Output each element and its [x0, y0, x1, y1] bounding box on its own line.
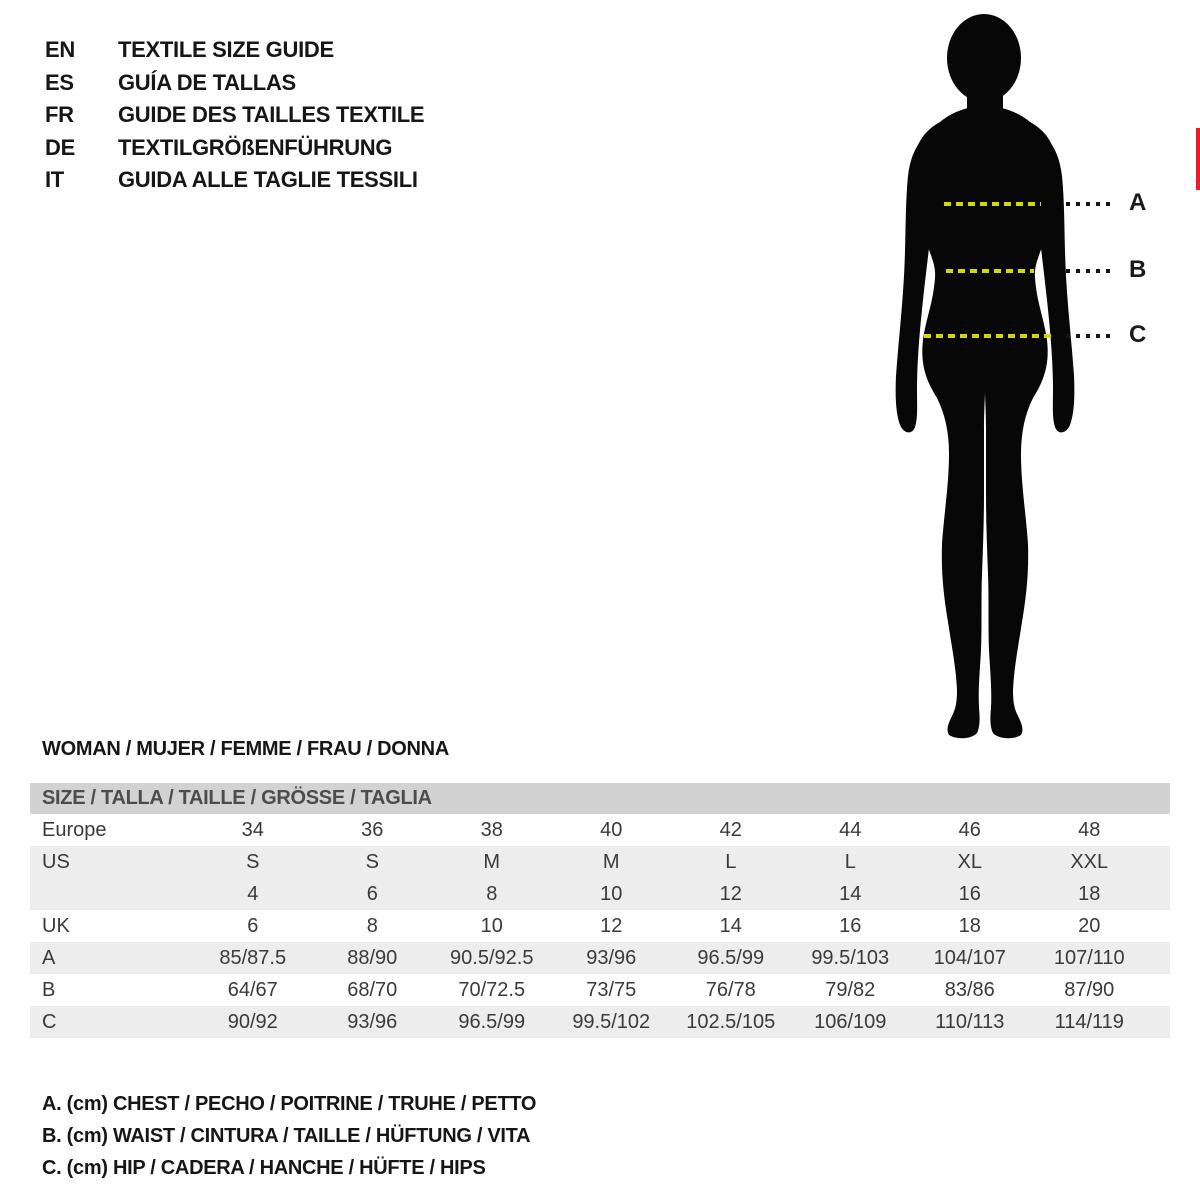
table-cell: 96.5/99 [458, 1010, 526, 1033]
section-title: WOMAN / MUJER / FEMME / FRAU / DONNA [42, 738, 449, 760]
table-cell: 12 [600, 914, 623, 937]
language-code: EN [45, 37, 75, 63]
table-cell: 90/92 [227, 1010, 278, 1033]
table-cell: 6 [366, 882, 378, 905]
table-cell: 90.5/92.5 [450, 946, 534, 969]
table-cell: 4 [247, 882, 259, 905]
size-figure [880, 8, 1200, 744]
red-edge-mark [1196, 128, 1200, 190]
table-cell: 106/109 [814, 1010, 887, 1033]
language-label: GUIDE DES TAILLES TEXTILE [118, 102, 425, 128]
language-row [45, 67, 424, 100]
language-code: FR [45, 102, 74, 128]
table-cell: 10 [600, 882, 623, 905]
table-cell: 12 [719, 882, 742, 905]
table-cell: 93/96 [586, 946, 637, 969]
table-row [30, 974, 1170, 1006]
row-label: B [42, 978, 56, 1001]
measure-dotted-connector [1066, 202, 1114, 206]
table-cell: 73/75 [586, 978, 637, 1001]
legend-line: A. (cm) CHEST / PECHO / POITRINE / TRUHE / PETTO [42, 1092, 537, 1115]
table-cell: 14 [719, 914, 742, 937]
table-cell: XXL [1070, 850, 1109, 873]
legend-line: C. (cm) HIP / CADERA / HANCHE / HÜFTE / HIPS [42, 1156, 486, 1179]
language-label: GUIDA ALLE TAGLIE TESSILI [118, 167, 418, 193]
table-cell: 99.5/103 [811, 946, 890, 969]
table-cell: 76/78 [705, 978, 756, 1001]
table-cell: 93/96 [347, 1010, 398, 1033]
table-cell: 102.5/105 [686, 1010, 776, 1033]
table-cell: 110/113 [935, 1010, 1005, 1033]
table-cell: L [844, 850, 856, 873]
language-label: TEXTILE SIZE GUIDE [118, 37, 334, 63]
table-cell: 68/70 [347, 978, 398, 1001]
language-code: IT [45, 167, 64, 193]
table-cell: 88/90 [347, 946, 398, 969]
table-cell: XL [957, 850, 982, 873]
table-cell: 46 [958, 818, 981, 841]
table-cell: 42 [719, 818, 742, 841]
table-cell: 16 [958, 882, 981, 905]
language-list [45, 34, 424, 197]
language-code: DE [45, 134, 75, 160]
table-cell: 104/107 [933, 946, 1006, 969]
table-cell: M [483, 850, 501, 873]
table-cell: 8 [486, 882, 498, 905]
row-label: US [42, 850, 70, 873]
table-cell: S [365, 850, 379, 873]
row-label: UK [42, 914, 70, 937]
legend-line: B. (cm) WAIST / CINTURA / TAILLE / HÜFTUNG / VITA [42, 1124, 531, 1147]
table-cell: 79/82 [825, 978, 876, 1001]
table-cell: 40 [600, 818, 623, 841]
table-cell: 8 [366, 914, 378, 937]
table-cell: 36 [361, 818, 384, 841]
table-cell: M [602, 850, 620, 873]
table-row [30, 878, 1170, 910]
table-cell: 14 [839, 882, 862, 905]
row-label: C [42, 1010, 57, 1033]
table-cell: 44 [839, 818, 862, 841]
language-row [45, 99, 424, 132]
table-cell: 70/72.5 [458, 978, 526, 1001]
measure-label: A [1129, 189, 1147, 216]
measure-dotted-connector [1066, 334, 1114, 338]
language-row [45, 164, 424, 197]
table-row [30, 910, 1170, 942]
table-cell: 18 [958, 914, 981, 937]
measure-label: B [1129, 256, 1147, 283]
table-cell: 34 [241, 818, 264, 841]
table-cell: 87/90 [1064, 978, 1115, 1001]
language-code: ES [45, 69, 74, 95]
measure-dash-line [944, 202, 1041, 206]
language-row [45, 132, 424, 165]
measure-dash-line [946, 269, 1034, 273]
table-cell: 85/87.5 [219, 946, 287, 969]
table-row [30, 814, 1170, 846]
table-cell: 16 [839, 914, 862, 937]
table-cell: 38 [480, 818, 503, 841]
language-row [45, 34, 424, 67]
table-row [30, 942, 1170, 974]
table-cell: 10 [480, 914, 503, 937]
measure-legend [42, 1088, 536, 1184]
measure-dotted-connector [1066, 269, 1114, 273]
table-cell: 48 [1078, 818, 1101, 841]
row-label: Europe [42, 818, 107, 841]
table-row [30, 1006, 1170, 1038]
table-cell: 107/110 [1053, 946, 1125, 969]
table-cell: 64/67 [227, 978, 278, 1001]
table-cell: 6 [247, 914, 259, 937]
table-cell: 18 [1078, 882, 1101, 905]
language-label: GUÍA DE TALLAS [118, 69, 296, 95]
table-cell: 83/86 [944, 978, 995, 1001]
language-label: TEXTILGRÖßENFÜHRUNG [118, 134, 393, 160]
measure-label: C [1129, 321, 1147, 348]
table-cell: 99.5/102 [572, 1010, 651, 1033]
table-cell: 114/119 [1054, 1010, 1124, 1033]
table-cell: L [725, 850, 737, 873]
table-row [30, 846, 1170, 878]
size-table-header: SIZE / TALLA / TAILLE / GRÖSSE / TAGLIA [30, 783, 1170, 814]
table-cell: 20 [1078, 914, 1101, 937]
woman-silhouette-icon [880, 8, 1090, 740]
table-cell: S [246, 850, 260, 873]
measure-dash-line [924, 334, 1051, 338]
size-table [30, 783, 1170, 1038]
table-cell: 96.5/99 [697, 946, 765, 969]
row-label: A [42, 946, 56, 969]
